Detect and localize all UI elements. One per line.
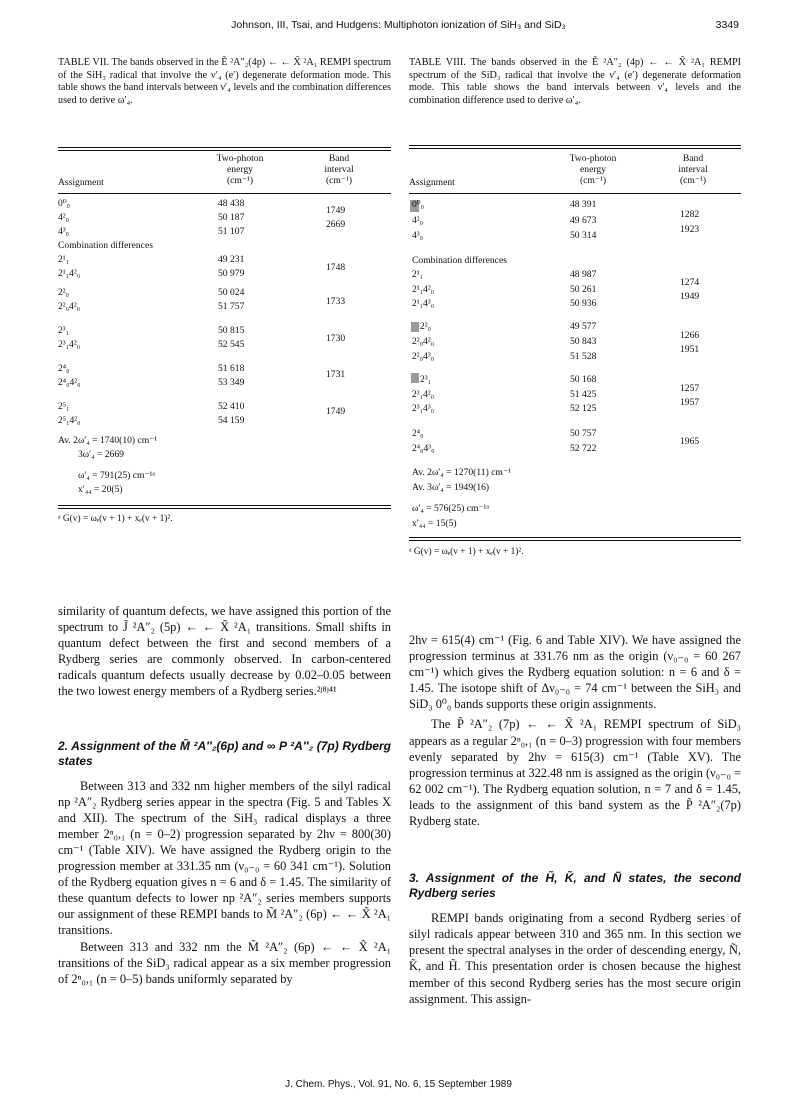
scan-mark [411, 322, 419, 332]
table7-row-assignment: 4²₀ [58, 212, 70, 223]
table7-interval: 1748 [326, 262, 346, 273]
table8-row-assignment: 2²₀4²₀ [412, 336, 435, 347]
table7-row-assignment: 0⁰₀ [58, 198, 70, 209]
table7-row-energy: 51 618 [218, 363, 245, 374]
table8-interval: 1274 [680, 277, 700, 288]
table8-col-energy [555, 153, 631, 186]
table8-footnote: ᵃ G(v) = ωₑ(v + 1) + xₑ(v + 1)². [409, 547, 524, 557]
section-heading-3: 3. Assignment of the H̃, K̃, and Ñ states, the second Rydberg series [409, 871, 741, 901]
table8-row-energy: 48 987 [570, 269, 597, 280]
table8-col-interval [664, 153, 722, 186]
table7-col-interval-l3: (cm⁻¹) [325, 175, 353, 186]
table8-bottom-rule-2 [409, 540, 741, 541]
table8-row-assignment: 2³₁4³₀ [412, 403, 435, 414]
table7-interval: 1731 [326, 369, 346, 380]
table7-row-assignment: 2²₀4²₀ [58, 301, 81, 312]
table7-col-assignment: Assignment [58, 177, 104, 188]
table8-interval: 1282 [680, 209, 700, 220]
table7-bottom-rule-2 [58, 508, 391, 509]
table7-col-interval-l1: Band [328, 153, 350, 164]
table7-col-interval [310, 153, 368, 186]
table8-row-energy: 50 168 [570, 374, 597, 385]
table8-caption: TABLE VIII. The bands observed in the Ẽ ²A″₂ (4p) ← ← X̃ ²A₁ REMPI spectrum of the SiD₃ radical that involve the ν′₄ (e′) degenerate deformation mode. This table shows the band intervals between ν′₄ levels and the combination difference used to derive ω′₄. [409, 57, 741, 106]
table8-row-energy: 50 757 [570, 428, 597, 439]
table8-row-assignment: 2¹₁4²₀ [412, 284, 435, 295]
table7-row-energy: 50 024 [218, 287, 245, 298]
table7-interval: 2669 [326, 219, 346, 230]
table7-row-energy: 49 231 [218, 254, 245, 265]
table8-interval: 1957 [680, 397, 700, 408]
table8-col-energy-l3: (cm⁻¹) [579, 175, 607, 186]
table7-summary-4: x′₄₄ = 20(5) [78, 484, 123, 495]
table7-top-rule [58, 147, 391, 148]
table8-row-assignment: 2⁴₀4³₀ [412, 443, 435, 454]
table8-interval: 1965 [680, 436, 700, 447]
journal-footer: J. Chem. Phys., Vol. 91, No. 6, 15 September 1989 [285, 1079, 512, 1090]
table7-row-energy: 51 107 [218, 226, 245, 237]
table8-interval: 1257 [680, 383, 700, 394]
table7-interval: 1749 [326, 205, 346, 216]
table8-col-assignment: Assignment [409, 177, 455, 188]
table7-col-interval-l2: interval [324, 164, 354, 175]
table8-row-assignment: 2²₀ [420, 321, 432, 332]
table7-caption: TABLE VII. The bands observed in the Ẽ ²A″₂(4p) ← ← X̃ ²A₁ REMPI spectrum of the SiH₃ radical that involve the ν′₄ (e′) degenerate deformation mode. This table shows the band intervals between ν′₄ levels and the combination differences used to derive ω′₄. [58, 57, 391, 106]
table8-row-assignment: 2³₁4²₀ [412, 389, 435, 400]
table8-summary-2: Av. 3ω′₄ = 1949(16) [412, 482, 490, 493]
table7-row-energy: 54 159 [218, 415, 245, 426]
table8-col-energy-l2: energy [580, 164, 606, 175]
table8-row-energy: 52 125 [570, 403, 597, 414]
table8-row-energy: 49 673 [570, 215, 597, 226]
table7-row-energy: 48 438 [218, 198, 245, 209]
table7-row-energy: 51 757 [218, 301, 245, 312]
table8-row-energy: 51 528 [570, 351, 597, 362]
table8-row-assignment: 4²₀ [412, 215, 424, 226]
table8-col-interval-l2: interval [678, 164, 708, 175]
table8-header-rule [409, 193, 741, 194]
table7-col-energy-l3: (cm⁻¹) [226, 175, 254, 186]
table8-interval: 1949 [680, 291, 700, 302]
paragraph: Between 313 and 332 nm the M̃ ²A″₂ (6p) ← ← X̃ ²A₁ transitions of the SiD₃ radical appear as a six member progression of 2ⁿ₀,₁ (n = 0–5) bands uniformly separated by [58, 939, 391, 986]
table7-row-assignment: 2⁵₁4²₀ [58, 415, 81, 426]
table8-row-assignment: 2¹₁4³₀ [412, 298, 435, 309]
table7-row-assignment: 2⁵₁ [58, 401, 70, 412]
table8-row-energy: 51 425 [570, 389, 597, 400]
table8-interval: 1266 [680, 330, 700, 341]
paragraph: REMPI bands originating from a second Rydberg series of silyl radicals appear between 310 and 365 nm. In this section we present the spectral analyses in the order of descending energy, Ñ, K̃, and H̃. This presentation order is chosen because the highest member of this second Rydberg series has the most secure origin assignment. This assign- [409, 911, 741, 1006]
table8-combination-label: Combination differences [412, 255, 507, 266]
table7-row-assignment: 2²₀ [58, 287, 70, 298]
table8-row-assignment: 0⁰₀ [412, 199, 424, 210]
table7-row-energy: 52 545 [218, 339, 245, 350]
table7-summary-1: Av. 2ω′₄ = 1740(10) cm⁻¹ [58, 435, 158, 446]
table7-row-assignment: 2³₁4²₀ [58, 339, 81, 350]
section-heading-2: 2. Assignment of the M̃ ²A″₂(6p) and ∞ P ²A″₂ (7p) Rydberg states [58, 738, 391, 768]
table7-row-energy: 52 410 [218, 401, 245, 412]
table8-row-assignment: 2³₁ [420, 374, 432, 385]
table8-interval: 1923 [680, 224, 700, 235]
table8-bottom-rule [409, 537, 741, 538]
table7-row-assignment: 2⁴₀4²₀ [58, 377, 81, 388]
running-title: Johnson, III, Tsai, and Hudgens: Multiphoton ionization of SiH₃ and SiD₃ [231, 19, 566, 31]
table7-col-energy [202, 153, 278, 186]
page-number: 3349 [715, 19, 739, 31]
table8-row-energy: 48 391 [570, 199, 597, 210]
table7-row-assignment: 2⁴₀ [58, 363, 70, 374]
table7-top-rule-2 [58, 150, 391, 151]
table8-summary-3: ω′₄ = 576(25) cm⁻¹ᵃ [412, 503, 490, 514]
paragraph: The P̃ ²A″₂ (7p) ← ← X̃ ²A₁ REMPI spectrum of SiD₃ appears as a regular 2ⁿ₀,₁ (n = 0–3) progression with four members evenly separated by 2hν = 615(3) cm⁻¹ (Table XV). The progression terminus at 322.48 nm is assigned as the origin (ν₀₋₀ = 62 002 cm⁻¹). The Rydberg equation solution, n = 7 and δ = 1.45, leads to the assignment of this band system as the P̃ ²A″₂(7p) Rydberg state. [409, 717, 741, 829]
table8-top-rule [409, 145, 741, 146]
table7-summary-3: ω′₄ = 791(25) cm⁻¹ᵃ [78, 470, 156, 481]
table8-summary-1: Av. 2ω′₄ = 1270(11) cm⁻¹ [412, 467, 511, 478]
table7-header-rule [58, 193, 391, 194]
paragraph: similarity of quantum defects, we have assigned this portion of the spectrum to J̃ ²A″₂ (5p) ← ← X̃ ²A₁ transitions. Small shifts in quantum defect between the first and second members of a Rydberg series are commonly observed. In carbon-centered radicals quantum defects usually decrease by 0.02–0.05 between the two lowest energy members of a Rydberg series.²ʲ⁸ʲ⁴¹ [58, 604, 391, 699]
table8-row-energy: 49 577 [570, 321, 597, 332]
table8-top-rule-2 [409, 148, 741, 149]
table8-row-assignment: 2⁴₀ [412, 428, 424, 439]
paragraph: Between 313 and 332 nm higher members of the silyl radical np ²A″₂ Rydberg series appear in the spectra (Fig. 5 and Tables X and XII). The spectrum of the SiH₃ radical displays a three member 2ⁿ₀,₁ (n = 0–2) progression separated by 2hν = 800(30) cm⁻¹ (Table XIV). We have assigned the Rydberg origin to the progression member at 331.35 nm (ν₀₋₀ = 60 341 cm⁻¹). Solution of the Rydberg equation gives n = 6 and δ = 1.45. The similarity of these quantum defects to lower np ²A″₂ series members supports our assignment of these REMPI bands to M̃ ²A″₂ (6p) ← ← X̃ ²A₁ transitions. [58, 778, 391, 938]
table7-row-assignment: 2³₁ [58, 325, 70, 336]
table7-combination-label: Combination differences [58, 240, 153, 251]
table7-row-assignment: 4³₀ [58, 226, 70, 237]
table7-row-assignment: 2¹₁ [58, 254, 70, 265]
table7-row-energy: 50 187 [218, 212, 245, 223]
table8-col-interval-l1: Band [682, 153, 704, 164]
table7-row-assignment: 2¹₁4²₀ [58, 268, 81, 279]
table7-interval: 1730 [326, 333, 346, 344]
table8-interval: 1951 [680, 344, 700, 355]
table8-col-energy-l1: Two-photon [569, 153, 617, 164]
table8-row-energy: 52 722 [570, 443, 597, 454]
table7-col-energy-l2: energy [227, 164, 253, 175]
paragraph: 2hν = 615(4) cm⁻¹ (Fig. 6 and Table XIV). We have assigned the progression terminus at 331.76 nm as the origin (ν₀₋₀ = 60 267 cm⁻¹) which gives the Rydberg equation solution: n = 6 and δ = 1.45. The isotope shift of Δν₀₋₀ = 74 cm⁻¹ between the SiH₃ and SiD₃ 0⁰₀ bands supports these origin assignments. [409, 633, 741, 712]
table7-row-energy: 53 349 [218, 377, 245, 388]
table7-interval: 1733 [326, 296, 346, 307]
table8-row-assignment: 2²₀4³₀ [412, 351, 435, 362]
table8-row-energy: 50 843 [570, 336, 597, 347]
right-column [409, 632, 741, 1007]
table7-row-energy: 50 979 [218, 268, 245, 279]
table7-col-energy-l1: Two-photon [216, 153, 264, 164]
table7-interval: 1749 [326, 406, 346, 417]
table8-row-energy: 50 314 [570, 230, 597, 241]
table7-summary-2: 3ω′₄ = 2669 [78, 449, 124, 460]
table8-row-assignment: 2¹₁ [412, 269, 424, 280]
table8-col-interval-l3: (cm⁻¹) [679, 175, 707, 186]
table7-bottom-rule [58, 505, 391, 506]
table8-row-energy: 50 936 [570, 298, 597, 309]
left-column [58, 603, 391, 987]
table8-row-assignment: 4³₀ [412, 230, 424, 241]
table8-summary-4: x′₄₄ = 15(5) [412, 518, 457, 529]
table7-footnote: ᵃ G(v) = ωₑ(v + 1) + xₑ(v + 1)². [58, 514, 173, 524]
table8-row-energy: 50 261 [570, 284, 597, 295]
table7-row-energy: 50 815 [218, 325, 245, 336]
scan-mark [411, 373, 419, 383]
